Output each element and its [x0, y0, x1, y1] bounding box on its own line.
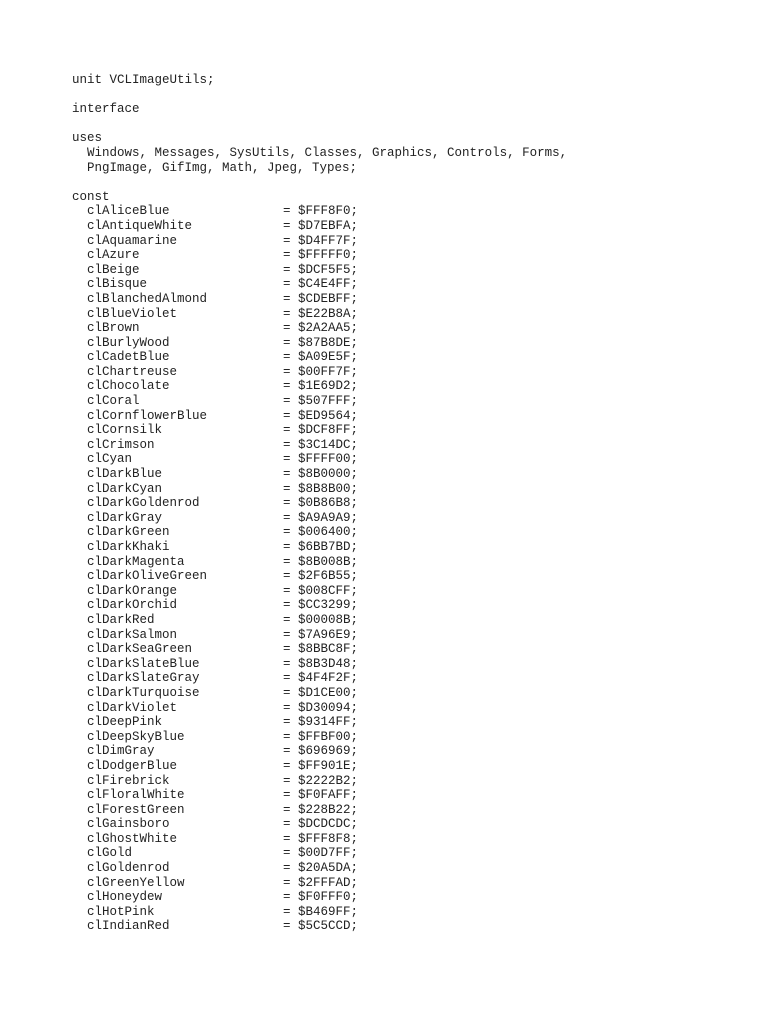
- constant-name: clAquamarine: [87, 233, 178, 248]
- constant-row: [72, 482, 752, 497]
- constant-value: = $F0FAFF;: [283, 788, 359, 803]
- constant-value: = $F0FFF0;: [283, 890, 359, 905]
- constant-row: [72, 832, 752, 847]
- constant-name: clDarkGreen: [87, 525, 170, 540]
- constant-name: clChartreuse: [87, 364, 178, 379]
- constant-name: clAntiqueWhite: [87, 218, 193, 233]
- constant-value: = $3C14DC;: [283, 437, 359, 452]
- constant-name: clBlanchedAlmond: [87, 291, 208, 306]
- constant-row: [72, 671, 752, 686]
- constant-row: [72, 861, 752, 876]
- constant-value: = $A09E5F;: [283, 350, 359, 365]
- constant-row: [72, 686, 752, 701]
- constant-value: = $2F6B55;: [283, 569, 359, 584]
- constant-row: [72, 525, 752, 540]
- constant-row: [72, 307, 752, 322]
- constant-row: [72, 263, 752, 278]
- constant-row: [72, 642, 752, 657]
- constant-value: = $1E69D2;: [283, 379, 359, 394]
- constant-value: = $8B0000;: [283, 467, 359, 482]
- constant-row: [72, 496, 752, 511]
- constant-row: [72, 277, 752, 292]
- constant-value: = $006400;: [283, 525, 359, 540]
- constant-value: = $507FFF;: [283, 394, 359, 409]
- constant-value: = $DCF8FF;: [283, 423, 359, 438]
- constant-value: = $696969;: [283, 744, 359, 759]
- constant-row: [72, 321, 752, 336]
- blank-line: [72, 175, 752, 190]
- constant-row: [72, 292, 752, 307]
- constant-row: [72, 438, 752, 453]
- constant-row: [72, 803, 752, 818]
- constant-name: clBisque: [87, 277, 148, 292]
- constant-name: clDarkRed: [87, 612, 155, 627]
- constant-row: [72, 701, 752, 716]
- constant-value: = $FFFFF0;: [283, 248, 359, 263]
- constant-name: clGoldenrod: [87, 861, 170, 876]
- constant-value: = $CC3299;: [283, 598, 359, 613]
- constant-value: = $8B008B;: [283, 554, 359, 569]
- constant-name: clDarkKhaki: [87, 540, 170, 554]
- constant-value: = $D1CE00;: [283, 685, 359, 700]
- constant-row: [72, 584, 752, 599]
- constant-value: = $20A5DA;: [283, 861, 359, 876]
- constant-row: [72, 744, 752, 759]
- constant-value: = $228B22;: [283, 802, 359, 817]
- constant-row: [72, 555, 752, 570]
- constant-row: [72, 846, 752, 861]
- constant-name: clCrimson: [87, 437, 155, 452]
- constant-row: [72, 905, 752, 920]
- constant-row: [72, 409, 752, 424]
- constant-name: clBurlyWood: [87, 335, 170, 350]
- constant-name: clDarkOrchid: [87, 598, 178, 613]
- constant-name: clGold: [87, 846, 133, 861]
- constant-row: [72, 379, 752, 394]
- constant-row: [72, 628, 752, 643]
- constant-name: clGreenYellow: [87, 875, 185, 890]
- constant-row: [72, 540, 752, 555]
- constant-value: = $D30094;: [283, 700, 359, 715]
- unit-declaration: unit VCLImageUtils;: [72, 73, 215, 87]
- constant-value: = $FFFF00;: [283, 452, 359, 467]
- constant-value: = $DCDCDC;: [283, 817, 359, 832]
- constant-value: = $2A2AA5;: [283, 321, 359, 336]
- constant-row: [72, 730, 752, 745]
- constant-row: [72, 350, 752, 365]
- constant-value: = $ED9564;: [283, 408, 359, 423]
- constant-name: clDeepPink: [87, 715, 163, 730]
- constant-value: = $FFBF00;: [283, 729, 359, 744]
- constant-value: = $C4E4FF;: [283, 277, 359, 292]
- constant-list: [72, 204, 752, 934]
- constant-value: = $A9A9A9;: [283, 510, 359, 525]
- constant-row: [72, 715, 752, 730]
- uses-line: Windows, Messages, SysUtils, Classes, Graphics, Controls, Forms,: [87, 145, 568, 160]
- constant-name: clDarkTurquoise: [87, 685, 200, 700]
- constant-value: = $8B8B00;: [283, 481, 359, 496]
- constant-value: = $87B8DE;: [283, 335, 359, 350]
- constant-row: [72, 598, 752, 613]
- constant-name: clGhostWhite: [87, 831, 178, 846]
- constant-value: = $7A96E9;: [283, 627, 359, 642]
- constant-name: clCadetBlue: [87, 350, 170, 365]
- constant-name: clCoral: [87, 394, 140, 409]
- constant-name: clDarkGray: [87, 510, 163, 525]
- constant-row: [72, 890, 752, 905]
- constant-name: clAliceBlue: [87, 204, 170, 219]
- constant-row: [72, 365, 752, 380]
- constant-row: [72, 204, 752, 219]
- constant-value: = $5C5CCD;: [283, 919, 359, 934]
- constant-value: = $8BBC8F;: [283, 642, 359, 657]
- constant-value: = $4F4F2F;: [283, 671, 359, 686]
- constant-name: clHoneydew: [87, 890, 163, 905]
- constant-value: = $8B3D48;: [283, 656, 359, 671]
- constant-row: [72, 394, 752, 409]
- constant-value: = $FFF8F8;: [283, 831, 359, 846]
- constant-name: clDarkCyan: [87, 481, 163, 496]
- constant-row: [72, 788, 752, 803]
- constant-name: clDarkViolet: [87, 700, 178, 715]
- constant-row: [72, 219, 752, 234]
- constant-name: clCornsilk: [87, 423, 163, 438]
- constant-name: clDarkMagenta: [87, 554, 185, 569]
- uses-line: PngImage, GifImg, Math, Jpeg, Types;: [87, 160, 358, 175]
- source-code-document: [72, 73, 752, 934]
- constant-value: = $D7EBFA;: [283, 218, 359, 233]
- constant-name: clBrown: [87, 321, 140, 336]
- constant-name: clDarkSlateBlue: [87, 656, 200, 671]
- constant-row: [72, 452, 752, 467]
- constant-name: clCornflowerBlue: [87, 408, 208, 423]
- uses-keyword: uses: [72, 131, 103, 146]
- constant-row: [72, 919, 752, 934]
- constant-row: [72, 467, 752, 482]
- constant-value: = $00D7FF;: [283, 846, 359, 861]
- constant-name: clDarkSeaGreen: [87, 642, 193, 657]
- constant-name: clCyan: [87, 452, 133, 467]
- constant-name: clDarkSalmon: [87, 627, 178, 642]
- constant-value: = $00008B;: [283, 612, 359, 627]
- constant-value: = $E22B8A;: [283, 306, 359, 321]
- constant-row: [72, 248, 752, 263]
- constant-row: [72, 876, 752, 891]
- constant-row: [72, 613, 752, 628]
- constant-row: [72, 569, 752, 584]
- constant-row: [72, 759, 752, 774]
- constant-value: = $008CFF;: [283, 583, 359, 598]
- constant-row: [72, 817, 752, 832]
- constant-row: [72, 423, 752, 438]
- constant-name: clDeepSkyBlue: [87, 729, 185, 744]
- constant-value: = $FF901E;: [283, 758, 359, 773]
- constant-name: clForestGreen: [87, 802, 185, 817]
- constant-value: = $CDEBFF;: [283, 291, 359, 306]
- constant-row: [72, 657, 752, 672]
- constant-name: clDarkGoldenrod: [87, 496, 200, 511]
- constant-value: = $6BB7BD;: [283, 540, 359, 554]
- constant-value: = $D4FF7F;: [283, 233, 359, 248]
- constant-name: clFloralWhite: [87, 788, 185, 803]
- constant-value: = $FFF8F0;: [283, 204, 359, 219]
- constant-name: clDarkBlue: [87, 467, 163, 482]
- constant-name: clChocolate: [87, 379, 170, 394]
- constant-row: [72, 774, 752, 789]
- constant-name: clFirebrick: [87, 773, 170, 788]
- constant-name: clDarkOrange: [87, 583, 178, 598]
- constant-row: [72, 336, 752, 351]
- interface-keyword: interface: [72, 102, 140, 117]
- blank-line: [72, 117, 752, 132]
- constant-value: = $2FFFAD;: [283, 875, 359, 890]
- constant-value: = $2222B2;: [283, 773, 359, 788]
- constant-value: = $DCF5F5;: [283, 262, 359, 277]
- const-keyword: const: [72, 189, 110, 204]
- constant-name: clIndianRed: [87, 919, 170, 934]
- constant-name: clAzure: [87, 248, 140, 263]
- constant-name: clDodgerBlue: [87, 758, 178, 773]
- constant-name: clDarkSlateGray: [87, 671, 200, 686]
- constant-row: [72, 234, 752, 249]
- blank-line: [72, 88, 752, 103]
- constant-name: clDimGray: [87, 744, 155, 759]
- constant-name: clBeige: [87, 262, 140, 277]
- constant-name: clHotPink: [87, 904, 155, 919]
- constant-name: clDarkOliveGreen: [87, 569, 208, 584]
- constant-name: clGainsboro: [87, 817, 170, 832]
- constant-value: = $9314FF;: [283, 715, 359, 730]
- constant-value: = $B469FF;: [283, 904, 359, 919]
- constant-row: [72, 511, 752, 526]
- constant-value: = $00FF7F;: [283, 364, 359, 379]
- constant-value: = $0B86B8;: [283, 496, 359, 511]
- constant-name: clBlueViolet: [87, 306, 178, 321]
